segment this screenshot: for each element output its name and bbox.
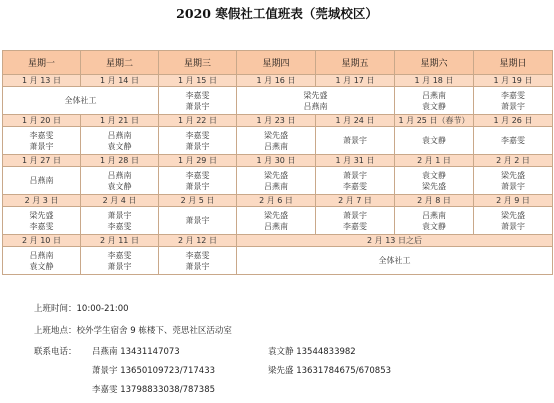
date-cell: 1 月 15 日: [159, 75, 237, 87]
staff-name: 李嘉雯: [185, 170, 210, 180]
contact-name: 李嘉雯: [92, 385, 118, 395]
staff-name: 吕燕南: [264, 221, 288, 231]
staff-name: 萧景宇: [185, 101, 210, 111]
header-thursday: 星期四: [237, 51, 316, 75]
staff-name: 袁文静: [422, 221, 446, 231]
staff-name: 萧景宇: [501, 181, 525, 191]
staff-name: 全体社工: [378, 256, 411, 265]
header-friday: 星期五: [316, 51, 395, 75]
staff-cell: [474, 167, 553, 195]
staff-name: 梁先盛: [501, 210, 525, 220]
date-cell: 2 月 3 日: [3, 195, 81, 207]
staff-name: 梁先盛: [264, 170, 288, 180]
staff-name: 全体社工: [64, 96, 97, 105]
date-cell-after-feb13: 2 月 13 日之后: [237, 235, 553, 247]
staff-cell: [159, 167, 237, 195]
staff-name: 萧景宇: [107, 261, 132, 271]
staff-name: 萧景宇: [185, 261, 210, 271]
date-cell: 2 月 10 日: [3, 235, 81, 247]
contact-phone: 13631784675/670853: [296, 366, 392, 376]
staff-name: 袁文静: [422, 101, 446, 111]
staff-name: 梁先盛: [264, 210, 288, 220]
date-cell: 1 月 26 日: [474, 115, 553, 127]
staff-name: 萧景宇: [29, 141, 54, 151]
date-row-week4: [3, 195, 553, 207]
staff-name: 吕燕南: [264, 181, 288, 191]
staff-name: 吕燕南: [29, 250, 54, 260]
staff-cell: [81, 207, 159, 235]
staff-name: 萧景宇: [185, 216, 210, 225]
header-saturday: 星期六: [395, 51, 474, 75]
date-cell: 1 月 24 日: [316, 115, 395, 127]
date-cell: 1 月 17 日: [316, 75, 395, 87]
staff-cell: [159, 87, 237, 115]
date-cell: 2 月 6 日: [237, 195, 316, 207]
staff-cell: [159, 207, 237, 235]
staff-name: 李嘉雯: [107, 250, 132, 260]
date-row-week1: [3, 75, 553, 87]
contact-entry: [92, 364, 215, 376]
staff-cell: [3, 167, 81, 195]
work-location-label: 上班地点：: [34, 326, 77, 336]
header-tuesday: 星期二: [81, 51, 159, 75]
staff-cell: [395, 127, 474, 155]
staff-row-week5: [3, 247, 553, 275]
date-cell: 1 月 16 日: [237, 75, 316, 87]
contact-name: 萧景宇: [92, 366, 118, 376]
staff-cell: [3, 207, 81, 235]
staff-cell: [159, 127, 237, 155]
date-cell: 1 月 27 日: [3, 155, 81, 167]
date-row-week3: [3, 155, 553, 167]
date-cell: 1 月 25 日（春节）: [395, 115, 474, 127]
staff-name: 吕燕南: [422, 210, 446, 220]
date-cell: 1 月 22 日: [159, 115, 237, 127]
staff-cell: [237, 207, 316, 235]
date-row-week5: [3, 235, 553, 247]
staff-name: 梁先盛: [303, 90, 328, 100]
contact-name: 袁文静: [268, 347, 294, 357]
date-cell: 2 月 5 日: [159, 195, 237, 207]
staff-name: 李嘉雯: [29, 130, 54, 140]
staff-cell: [3, 247, 81, 275]
header-wednesday: 星期三: [159, 51, 237, 75]
weekday-header-row: [3, 51, 553, 75]
work-hours-line: [34, 302, 129, 314]
date-cell: 1 月 21 日: [81, 115, 159, 127]
staff-cell: [316, 207, 395, 235]
staff-name: 李嘉雯: [29, 221, 54, 231]
work-hours-value: 10:00-21:00: [76, 304, 129, 314]
staff-name: 梁先盛: [29, 210, 54, 220]
contact-name: 梁先盛: [268, 366, 294, 376]
date-cell: 1 月 28 日: [81, 155, 159, 167]
staff-name: 吕燕南: [107, 170, 132, 180]
staff-cell: [81, 127, 159, 155]
date-cell: 1 月 23 日: [237, 115, 316, 127]
work-hours-label: 上班时间：: [34, 304, 77, 314]
contact-entry: [268, 364, 391, 376]
staff-cell: [81, 247, 159, 275]
staff-name: 袁文静: [107, 141, 132, 151]
staff-row-week3: [3, 167, 553, 195]
staff-cell: [237, 87, 395, 115]
date-cell: 1 月 19 日: [474, 75, 553, 87]
staff-cell: [474, 207, 553, 235]
header-monday: 星期一: [3, 51, 81, 75]
duty-schedule-table: [2, 50, 553, 275]
date-row-week2: [3, 115, 553, 127]
staff-name: 李嘉雯: [107, 221, 132, 231]
date-cell: 2 月 1 日: [395, 155, 474, 167]
staff-row-week2: [3, 127, 553, 155]
staff-name: 梁先盛: [264, 130, 288, 140]
contact-phone: 13431147073: [120, 347, 180, 357]
work-location-value: 校外学生宿舍 9 栋楼下、莞思社区活动室: [76, 326, 232, 336]
staff-name: 萧景宇: [185, 181, 210, 191]
staff-name: 李嘉雯: [185, 90, 210, 100]
date-cell: 1 月 18 日: [395, 75, 474, 87]
date-cell: 2 月 7 日: [316, 195, 395, 207]
staff-name: 李嘉雯: [343, 181, 367, 191]
date-cell: 2 月 8 日: [395, 195, 474, 207]
staff-name: 萧景宇: [501, 221, 525, 231]
staff-cell: [474, 127, 553, 155]
page-title: 2020 寒假社工值班表（莞城校区）: [176, 6, 378, 21]
staff-row-week1: [3, 87, 553, 115]
date-cell: 1 月 20 日: [3, 115, 81, 127]
date-cell: 1 月 30 日: [237, 155, 316, 167]
staff-name: 吕燕南: [422, 90, 446, 100]
staff-name: 梁先盛: [501, 170, 525, 180]
staff-name: 萧景宇: [343, 136, 367, 145]
contact-phone: 13650109723/717433: [120, 366, 216, 376]
staff-cell: [81, 167, 159, 195]
staff-name: 李嘉雯: [501, 90, 525, 100]
header-sunday: 星期日: [474, 51, 553, 75]
staff-name: 萧景宇: [185, 141, 210, 151]
staff-cell-after-feb13: [237, 247, 553, 275]
staff-cell: [3, 127, 81, 155]
staff-cell: [395, 207, 474, 235]
staff-cell: [316, 167, 395, 195]
staff-name: 袁文静: [422, 170, 446, 180]
staff-name: 吕燕南: [303, 101, 328, 111]
contact-phone: 13798833038/787385: [120, 385, 216, 395]
date-cell: 2 月 9 日: [474, 195, 553, 207]
date-cell: 1 月 29 日: [159, 155, 237, 167]
staff-cell: [159, 247, 237, 275]
staff-name: 李嘉雯: [501, 136, 525, 145]
contact-phone: 13544833982: [296, 347, 356, 357]
staff-cell: [3, 87, 159, 115]
staff-name: 李嘉雯: [185, 130, 210, 140]
staff-name: 袁文静: [29, 261, 54, 271]
contact-entry: [92, 345, 180, 357]
staff-name: 吕燕南: [107, 130, 132, 140]
contact-name: 吕燕南: [92, 347, 118, 357]
contacts-label: 联系电话：: [34, 347, 77, 357]
staff-name: 袁文静: [422, 136, 446, 145]
staff-name: 萧景宇: [343, 210, 367, 220]
staff-cell: [237, 127, 316, 155]
contact-entry: [92, 383, 215, 395]
staff-name: 萧景宇: [501, 101, 525, 111]
work-location-line: [34, 324, 232, 336]
date-cell: 1 月 31 日: [316, 155, 395, 167]
date-cell: 2 月 4 日: [81, 195, 159, 207]
staff-name: 吕燕南: [29, 176, 54, 185]
staff-row-week4: [3, 207, 553, 235]
staff-cell: [395, 167, 474, 195]
staff-cell: [395, 87, 474, 115]
staff-cell: [237, 167, 316, 195]
staff-name: 萧景宇: [343, 170, 367, 180]
staff-name: 李嘉雯: [185, 250, 210, 260]
date-cell: 2 月 2 日: [474, 155, 553, 167]
date-cell: 2 月 11 日: [81, 235, 159, 247]
date-cell: 2 月 12 日: [159, 235, 237, 247]
staff-name: 萧景宇: [107, 210, 132, 220]
staff-name: 李嘉雯: [343, 221, 367, 231]
date-cell: 1 月 14 日: [81, 75, 159, 87]
staff-cell: [316, 127, 395, 155]
date-cell: 1 月 13 日: [3, 75, 81, 87]
staff-name: 吕燕南: [264, 141, 288, 151]
staff-cell: [474, 87, 553, 115]
contact-entry: [268, 345, 356, 357]
staff-name: 梁先盛: [422, 181, 446, 191]
staff-name: 袁文静: [107, 181, 132, 191]
